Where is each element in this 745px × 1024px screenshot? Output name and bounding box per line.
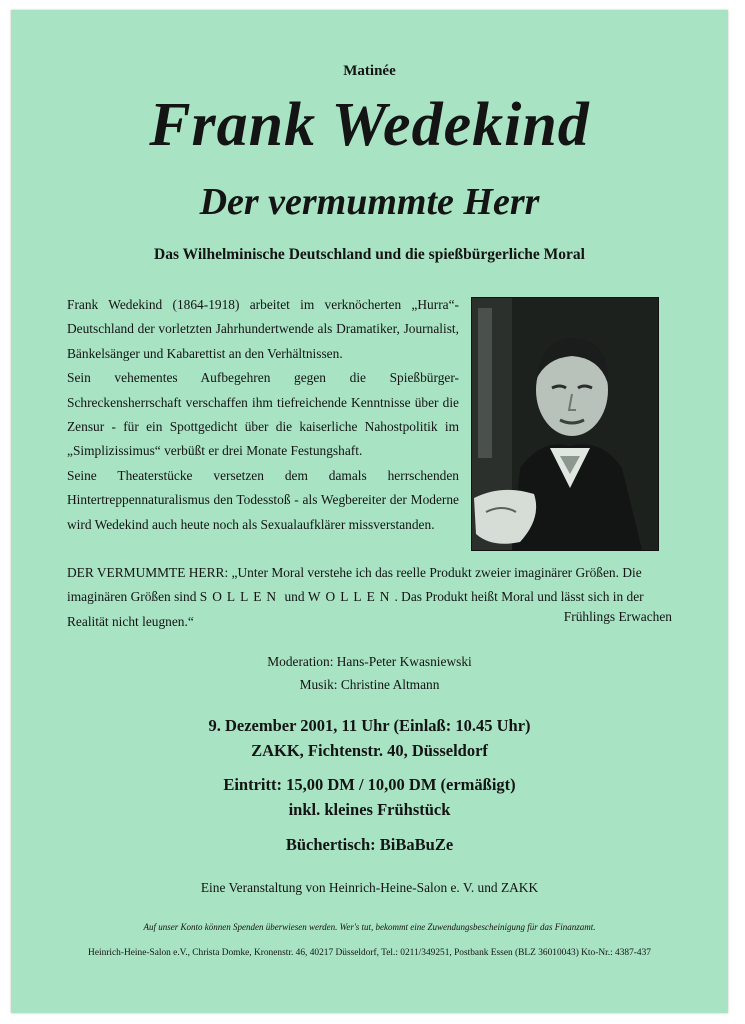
poster-tagline: Das Wilhelminische Deutschland und die spießbürgerliche Moral: [154, 246, 585, 263]
bio-paragraph-3: Seine Theaterstücke versetzen dem damals herrschenden Hintertreppennaturalismus den Todesstoß - als Wegbereiter der Moderne wird Wedekind auch heute noch als Sexualaufklärer missverstanden.: [67, 467, 459, 532]
book-table: Büchertisch: BiBaBuZe: [285, 835, 454, 854]
quote-tail: . Das Produkt heißt Moral und lässt sich in der Realität nicht leugnen.“: [67, 589, 644, 629]
poster-sheet: [11, 10, 728, 1013]
quote-source: Frühlings Erwachen: [563, 609, 672, 624]
poster-title: Frank Wedekind: [149, 91, 590, 159]
organizer-line: Eine Veranstaltung von Heinrich-Heine-Salon e. V. und ZAKK: [200, 880, 539, 895]
bio-paragraph-1: Frank Wedekind (1864-1918) arbeitet im verknöcherten „Hurra“-Deutschland der vorletzten Jahrhundertwende als Dramatiker, Journalist, Bänkelsänger und Kabarettist an den Verhältnissen.: [67, 297, 459, 361]
quote-lead: DER VERMUMMTE HERR: „Unter Moral verstehe ich das reelle Produkt zweier imaginärer Größen. Die imaginären Größen sind: [67, 565, 642, 605]
bio-paragraph-2: Sein vehementes Aufbegehren gegen die Spießbürger-Schreckensherrschaft verschaffen ihm tiefreichende Kenntnisse über die Zensur - für ein Spottgedicht über die kaiserliche Nahostpolitik im „Simplizissimus“ verbüßt er drei Monate Festungshaft.: [67, 370, 459, 459]
kicker-text: Matinée: [343, 63, 396, 79]
event-price-note: inkl. kleines Frühstück: [288, 800, 451, 819]
poster-subtitle: Der vermummte Herr: [199, 181, 540, 223]
quote-word-sollen: SOLLEN: [199, 589, 282, 605]
event-price: Eintritt: 15,00 DM / 10,00 DM (ermäßigt): [223, 775, 516, 794]
donation-note: Auf unser Konto können Spenden überwiesen werden. Wer's tut, bekommt eine Zuwendungsbescheinigung für das Finanzamt.: [143, 922, 596, 932]
quote-word-wollen: WOLLEN: [307, 589, 395, 605]
quote-and: und: [284, 589, 305, 605]
music-credit: Musik: Christine Altmann: [299, 677, 440, 692]
portrait-photo: [471, 297, 659, 551]
moderation-credit: Moderation: Hans-Peter Kwasniewski: [267, 654, 472, 669]
event-venue: ZAKK, Fichtenstr. 40, Düsseldorf: [251, 741, 488, 760]
bio-text: [67, 293, 459, 537]
event-date: 9. Dezember 2001, 11 Uhr (Einlaß: 10.45 Uhr): [208, 716, 531, 735]
footer-contact: Heinrich-Heine-Salon e.V., Christa Domke, Kronenstr. 46, 40217 Düsseldorf, Tel.: 0211/349251, Postbank Essen (BLZ 36010043) Kto-Nr.: 4387-437: [88, 948, 651, 958]
